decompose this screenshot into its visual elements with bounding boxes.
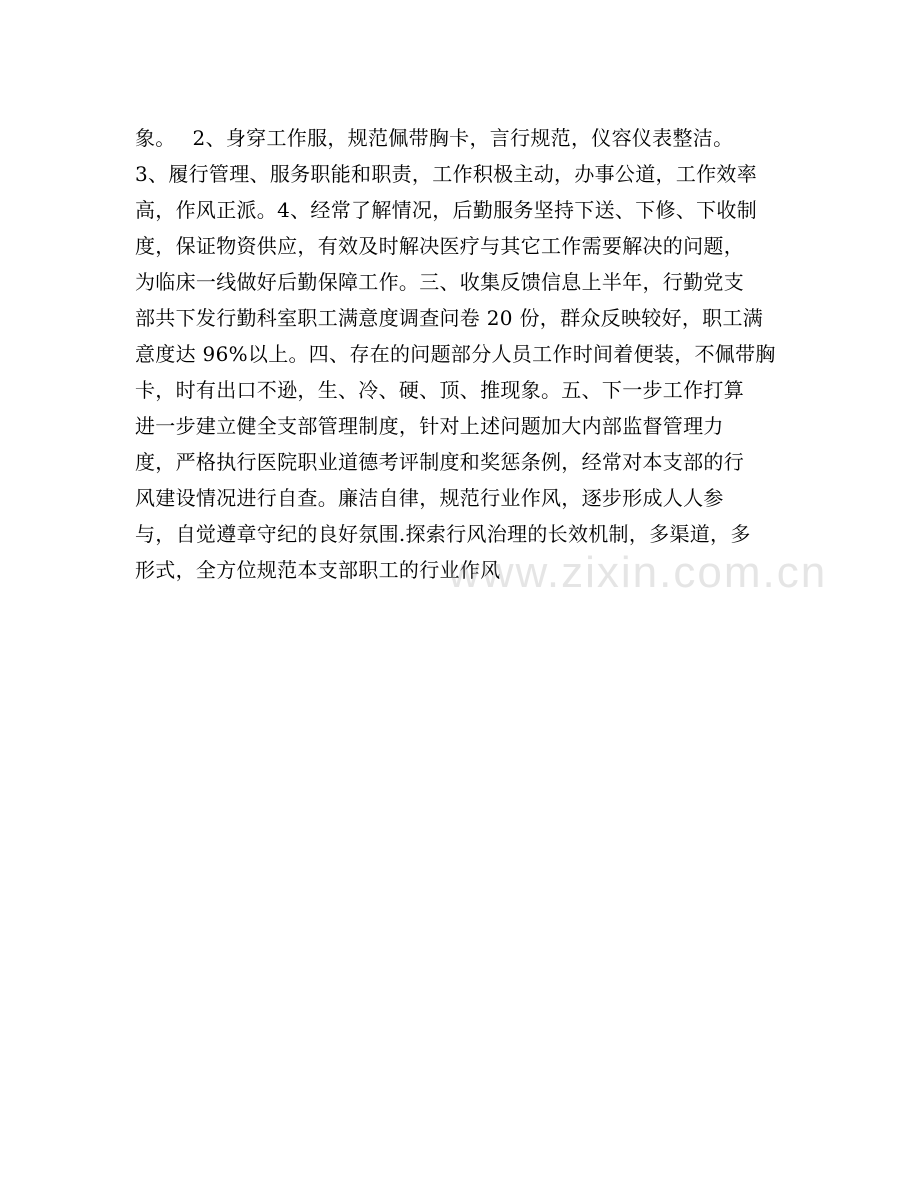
text-line: 3、履行管理、服务职能和职责，工作积极主动，办事公道，工作效率 (135, 162, 758, 186)
text-line: 度，严格执行医院职业道德考评制度和奖惩条例，经常对本支部的行 (135, 450, 744, 474)
text-line: 部共下发行勤科室职工满意度调查问卷 20 份，群众反映较好，职工满 (135, 306, 764, 330)
text-line: 形式，全方位规范本支部职工的行业作风 (135, 558, 501, 582)
text-line: 进一步建立健全支部管理制度，针对上述问题加大内部监督管理力 (135, 414, 724, 438)
text-line: 象。 2、身穿工作服，规范佩带胸卡，言行规范，仪容仪表整洁。 (135, 126, 734, 150)
text-line: 高，作风正派。4、经常了解情况，后勤服务坚持下送、下修、下收制 (135, 198, 758, 222)
text-line: 度，保证物资供应，有效及时解决医疗与其它工作需要解决的问题， (135, 234, 744, 258)
text-line: 与，自觉遵章守纪的良好氛围.探索行风治理的长效机制，多渠道，多 (135, 522, 751, 546)
text-line: 为临床一线做好后勤保障工作。三、收集反馈信息上半年，行勤党支 (135, 270, 744, 294)
text-line: 风建设情况进行自查。廉洁自律，规范行业作风，逐步形成人人参 (135, 486, 724, 510)
watermark: www.zixin.com.cn (448, 548, 828, 597)
text-line: 意度达 96%以上。四、存在的问题部分人员工作时间着便装，不佩带胸 (135, 342, 776, 366)
text-line: 卡，时有出口不逊，生、冷、硬、顶、推现象。五、下一步工作打算 (135, 378, 744, 402)
body-text (135, 120, 815, 588)
